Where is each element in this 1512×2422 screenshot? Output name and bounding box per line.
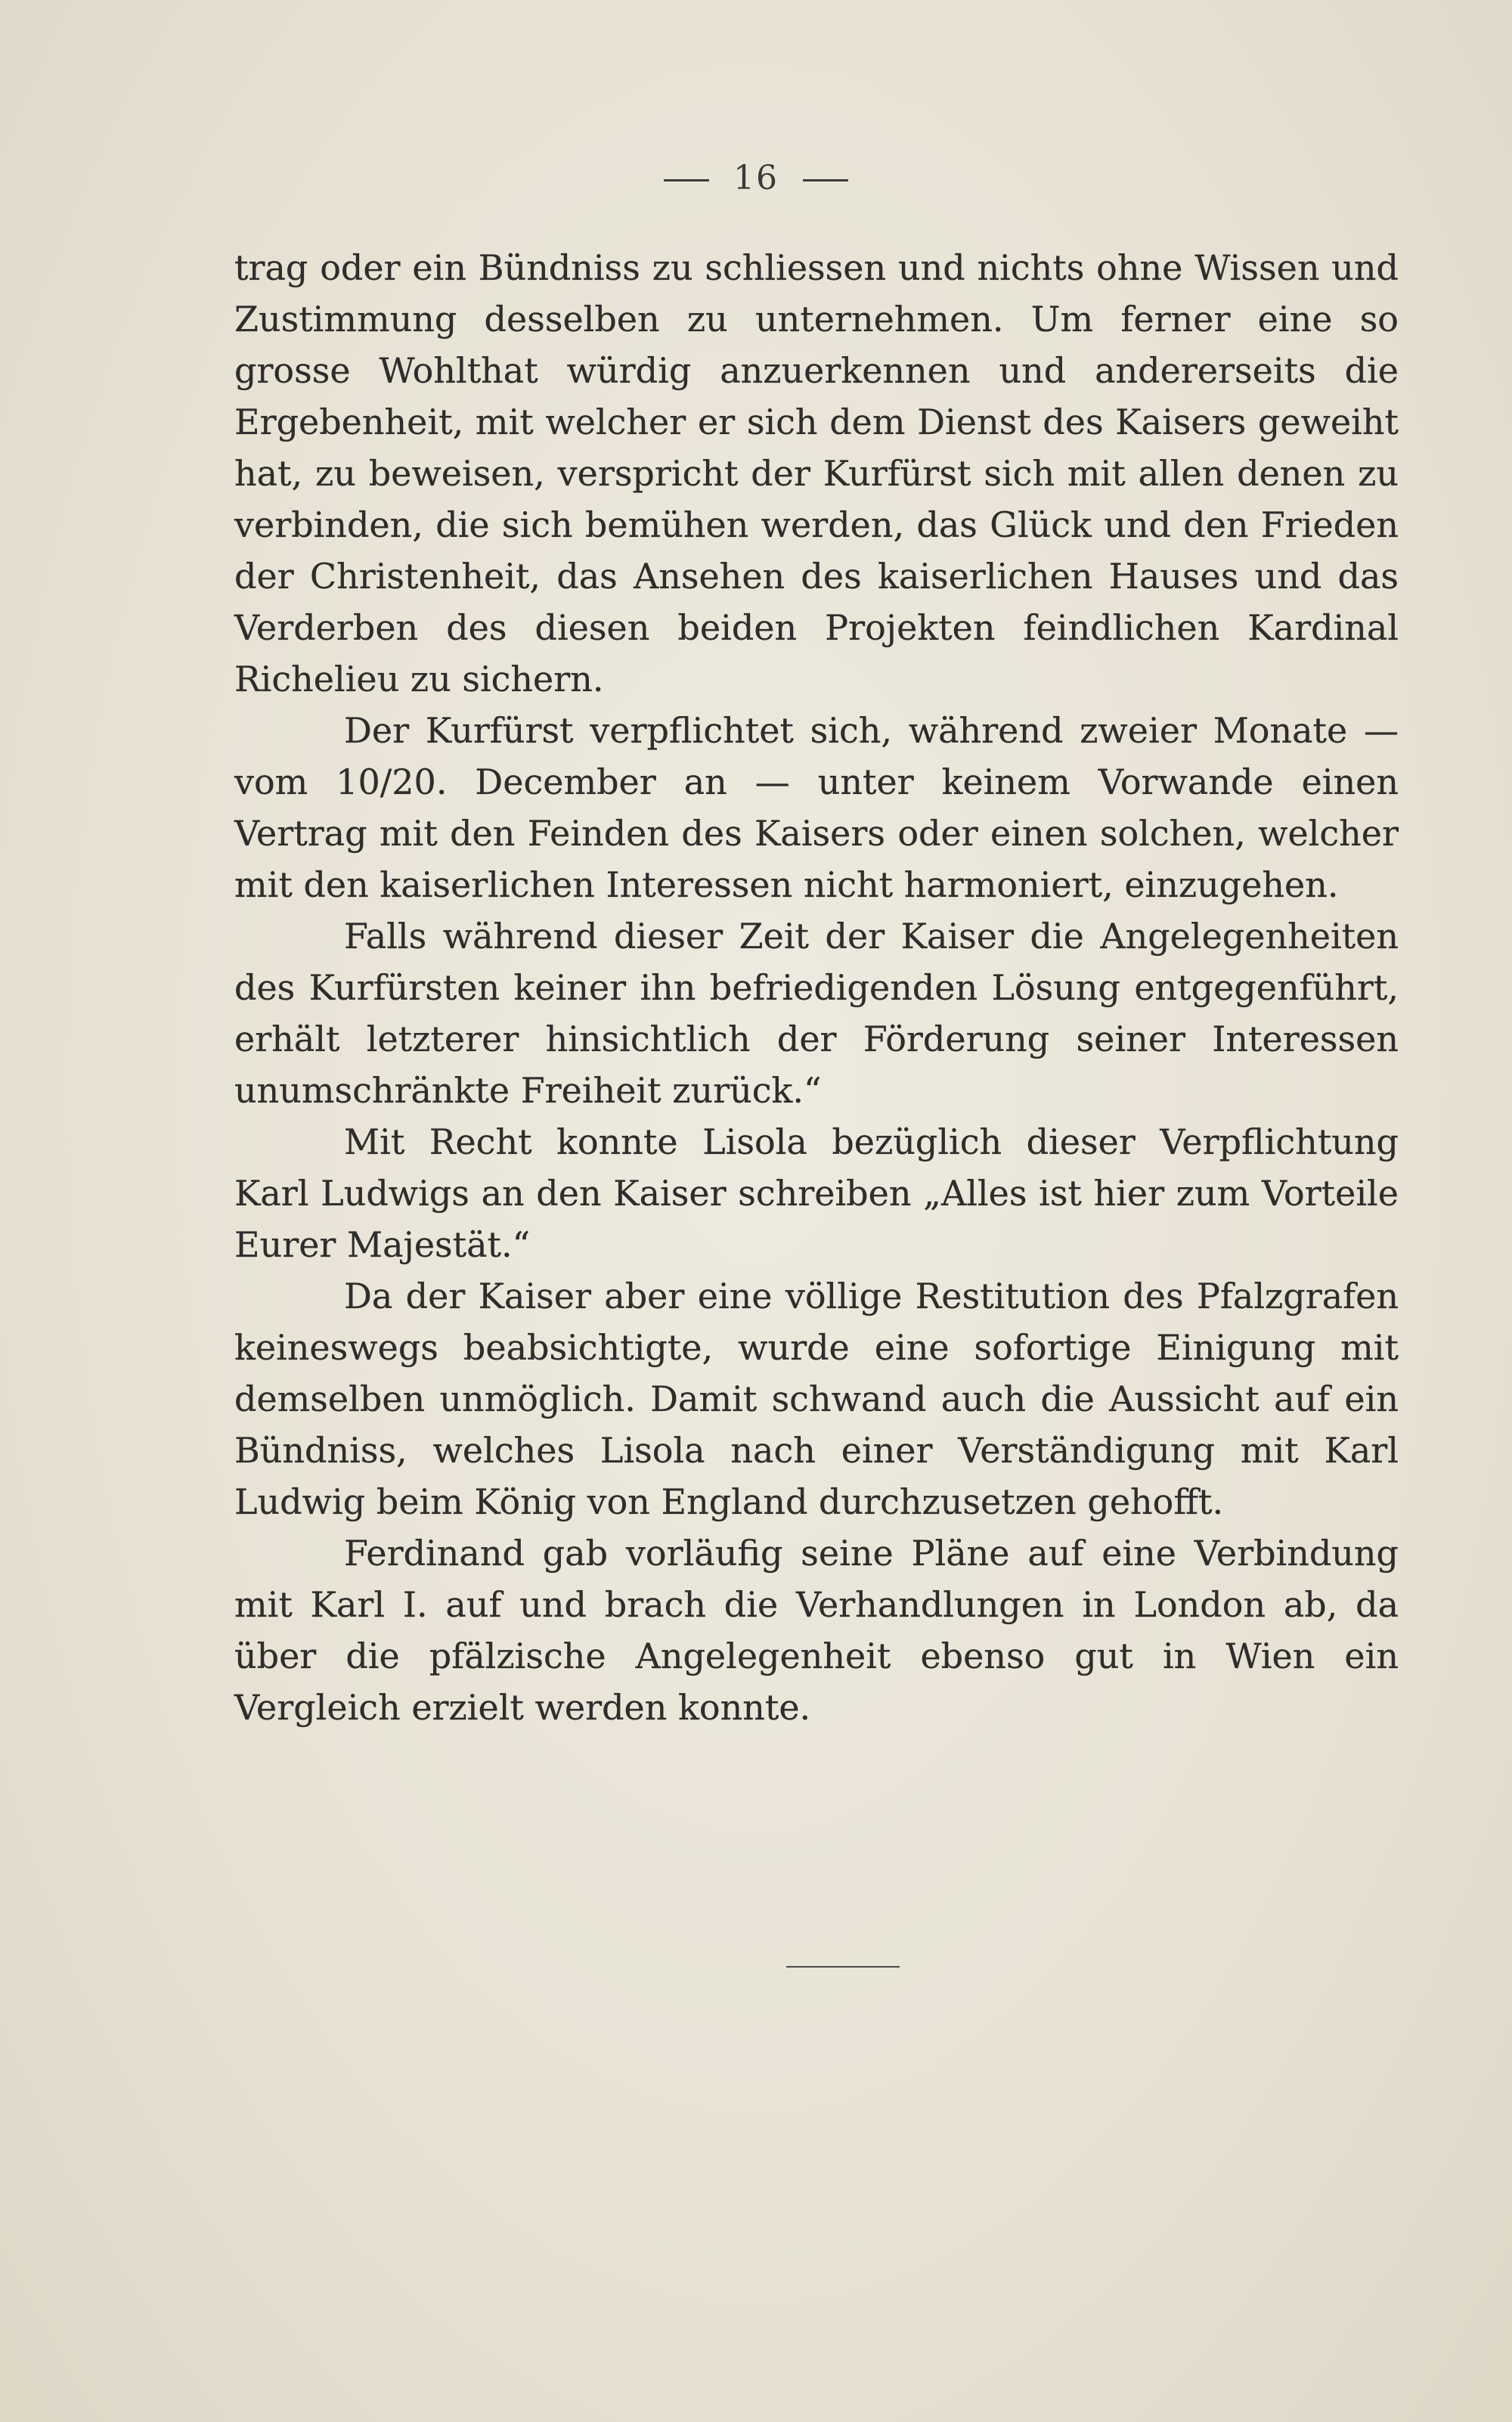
paragraph-3: Falls während dieser Zeit der Kaiser die Angelegenheiten des Kurfürsten keiner ihn befriedigenden Lösung entgegenführt, erhält letzterer hinsichtlich der Förderung seiner Interessen unumschränkte Freiheit zurück.“ xyxy=(234,916,1399,1111)
paragraph-5: Da der Kaiser aber eine völlige Restitution des Pfalzgrafen keineswegs beabsichtigte, wurde eine sofortige Einigung mit demselben unmöglich. Damit schwand auch die Aussicht auf ein Bündniss, welches Lisola nach einer Verständigung mit Karl Ludwig beim König von England durchzusetzen gehofft. xyxy=(234,1276,1399,1522)
header-dash-right xyxy=(803,179,848,181)
body-text xyxy=(234,242,1399,1733)
paragraph-2: Der Kurfürst verpflichtet sich, während zweier Monate — vom 10/20. December an — unter keinem Vorwande einen Vertrag mit den Feinden des Kaisers oder einen solchen, welcher mit den kaiserlichen Interessen nicht harmoniert, einzugehen. xyxy=(234,710,1399,905)
paragraph-4: Mit Recht konnte Lisola bezüglich dieser Verpflichtung Karl Ludwigs an den Kaiser schreiben „Alles ist hier zum Vorteile Eurer Majestät.“ xyxy=(234,1121,1399,1265)
page-header xyxy=(0,159,1512,197)
paragraph-6: Ferdinand gab vorläufig seine Pläne auf eine Verbindung mit Karl I. auf und brach die Verhandlungen in London ab, da über die pfälzische Angelegenheit ebenso gut in Wien ein Vergleich erzielt werden konnte. xyxy=(234,1533,1399,1728)
page-number: 16 xyxy=(733,159,779,197)
section-end-rule xyxy=(786,1966,900,1968)
paragraph-1: trag oder ein Bündniss zu schliessen und nichts ohne Wissen und Zustimmung desselben zu unternehmen. Um ferner eine so grosse Wohlthat würdig anzuerkennen und andererseits die Ergebenheit, mit welcher er sich dem Dienst des Kaisers geweiht hat, zu beweisen, verspricht der Kurfürst sich mit allen denen zu verbinden, die sich bemühen werden, das Glück und den Frieden der Christenheit, das Ansehen des kaiserlichen Hauses und das Verderben des diesen beiden Projekten feindlichen Kardinal Richelieu zu sichern. xyxy=(234,247,1399,699)
header-dash-left xyxy=(664,179,709,181)
